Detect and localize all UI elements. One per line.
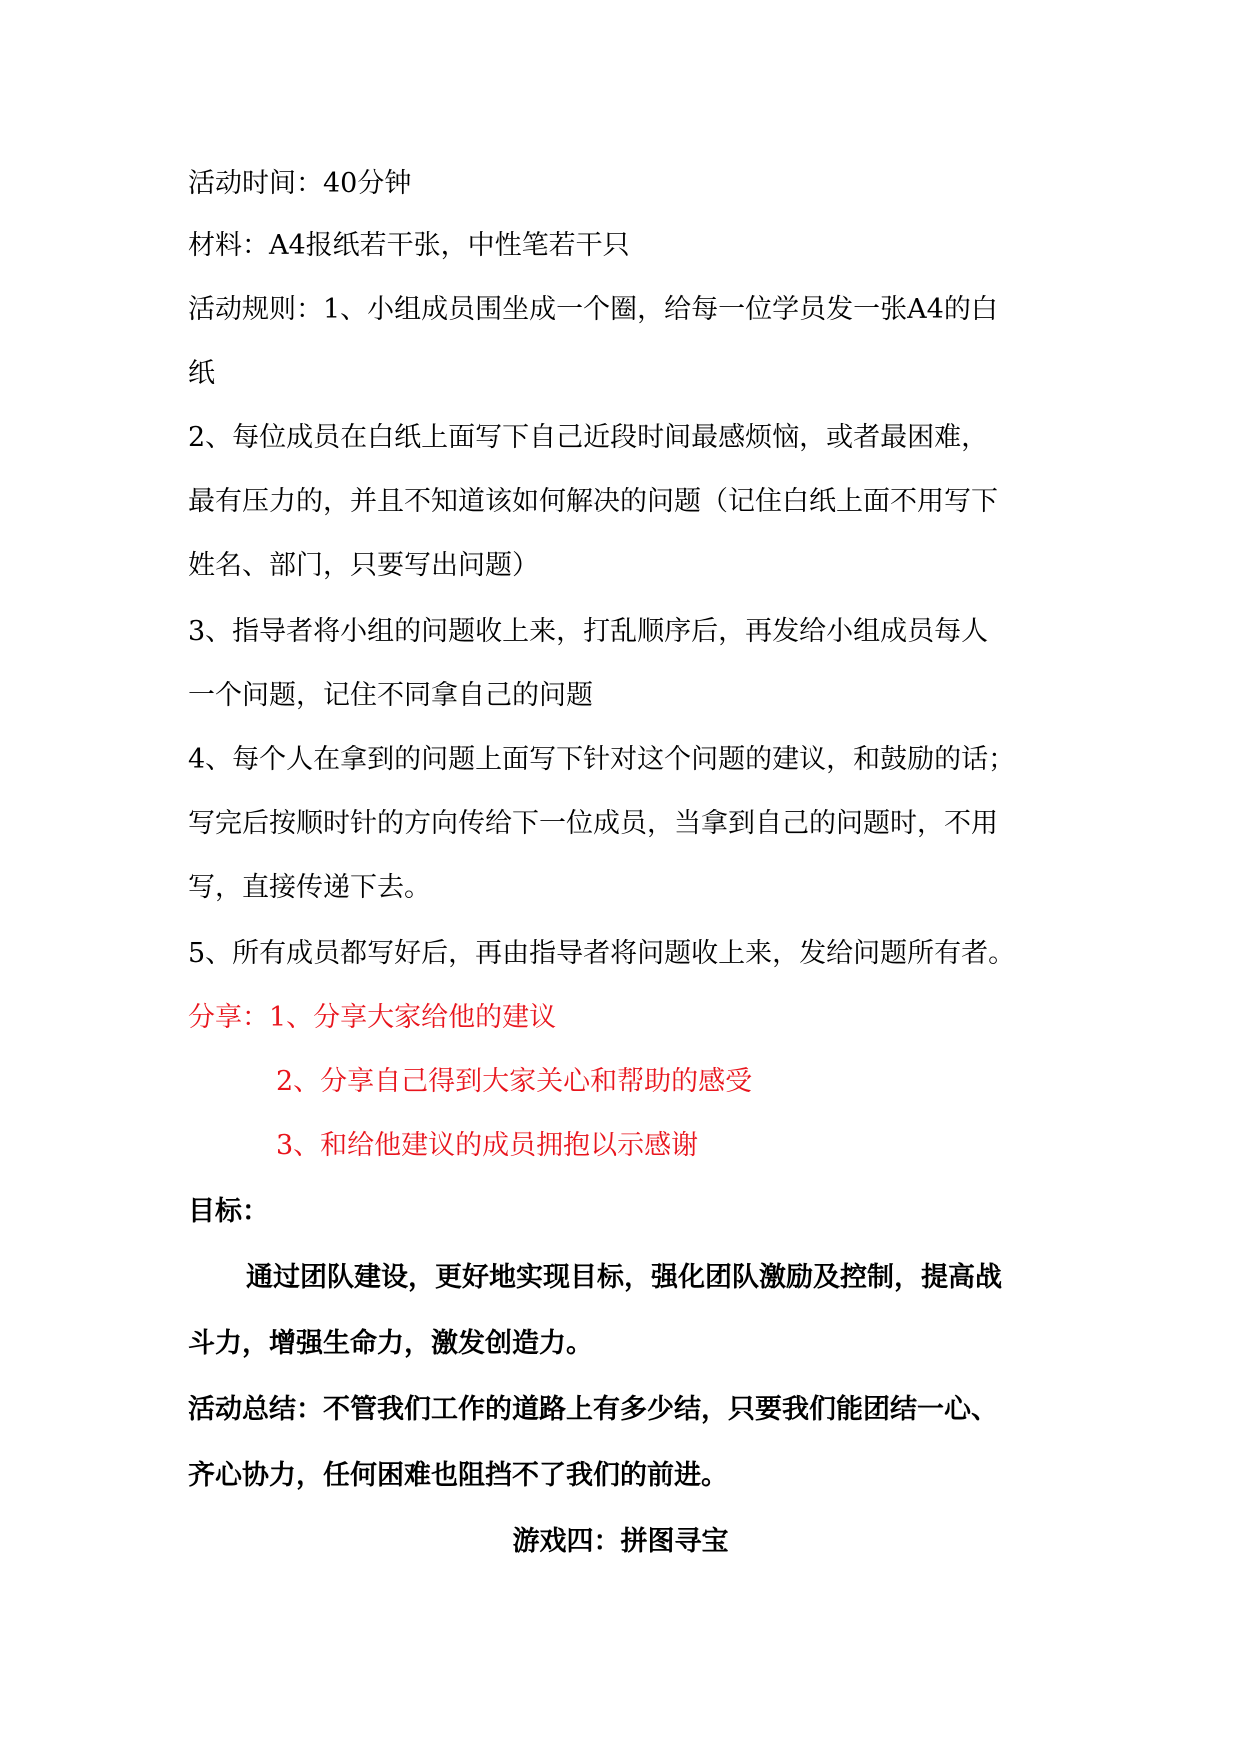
rule-4-line-3: 写，直接传递下去。 xyxy=(188,872,431,903)
share-line-1: 分享：1、分享大家给他的建议 xyxy=(188,1002,557,1033)
goal-text-1: 通过团队建设，更好地实现目标，强化团队激励及控制，提高战 xyxy=(246,1262,1002,1293)
rules-line-2: 纸 xyxy=(188,358,215,389)
rule-4-line-1: 4、每个人在拿到的问题上面写下针对这个问题的建议，和鼓励的话； xyxy=(188,744,1016,775)
share-line-2: 2、分享自己得到大家关心和帮助的感受 xyxy=(276,1066,753,1097)
rule-3-line-1: 3、指导者将小组的问题收上来，打乱顺序后，再发给小组成员每人 xyxy=(188,616,989,647)
summary-line-2: 齐心协力，任何困难也阻挡不了我们的前进。 xyxy=(188,1460,728,1491)
materials: 材料：A4报纸若干张，中性笔若干只 xyxy=(188,230,630,261)
next-game-title: 游戏四：拼图寻宝 xyxy=(512,1526,729,1557)
rule-2-line-2: 最有压力的，并且不知道该如何解决的问题（记住白纸上面不用写下 xyxy=(188,486,998,517)
rule-3-line-2: 一个问题，记住不同拿自己的问题 xyxy=(188,680,593,711)
share-line-3: 3、和给他建议的成员拥抱以示感谢 xyxy=(276,1130,699,1161)
rule-4-line-2: 写完后按顺时针的方向传给下一位成员，当拿到自己的问题时，不用 xyxy=(188,808,998,839)
rule-5: 5、所有成员都写好后，再由指导者将问题收上来，发给问题所有者。 xyxy=(188,938,1016,969)
rules-line-1: 活动规则：1、小组成员围坐成一个圈，给每一位学员发一张A4的白 xyxy=(188,294,998,325)
goal-heading: 目标： xyxy=(188,1196,269,1227)
goal-text-2: 斗力，增强生命力，激发创造力。 xyxy=(188,1328,593,1359)
rule-2-line-3: 姓名、部门，只要写出问题） xyxy=(188,550,539,581)
rule-2-line-1: 2、每位成员在白纸上面写下自己近段时间最感烦恼，或者最困难， xyxy=(188,422,989,453)
activity-time: 活动时间：40分钟 xyxy=(188,168,412,199)
summary-line-1: 活动总结：不管我们工作的道路上有多少结，只要我们能团结一心、 xyxy=(188,1394,998,1425)
